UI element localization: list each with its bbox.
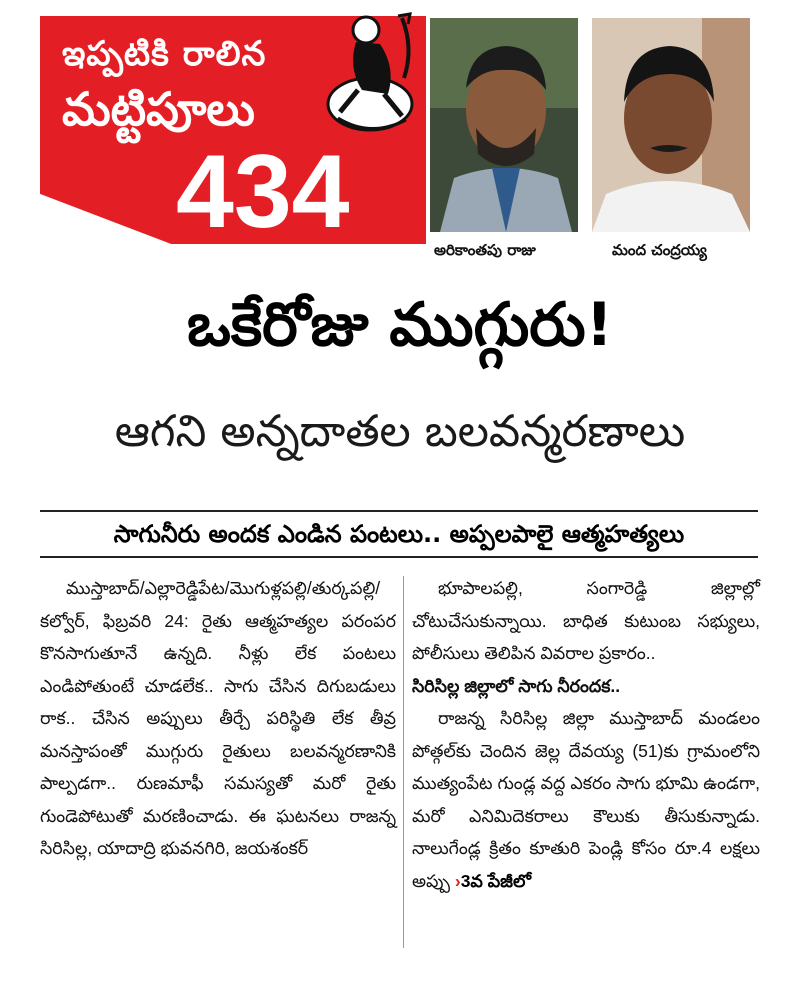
article-paragraph: ముస్తాబాద్/ఎల్లారెడ్డిపేట/మొగుళ్లపల్లి/తుర్కపల్లి/కల్వోర్, ఫిబ్రవరి 24: రైతు ఆత్మహత్యల పరంపర కొనసాగుతూనే ఉన్నది. నీళ్లు లేక పంటలు ఎండిపోతుంటే చూడలేక.. సాగు చేసిన దిగుబడులు రాక.. చేసిన అప్పులు తీర్చే పరిస్థితి లేక తీవ్ర మనస్తాపంతో ముగ్గురు రైతులు బలవన్మరణానికి పాల్పడగా.. రుణమాఫీ సమస్యతో మరో రైతు గుండెపోటుతో మరణించాడు. ఈ ఘటనలు రాజన్న సిరిసిల్ల, యాదాద్రి భువనగిరి, జయశంకర్	[40, 578, 396, 858]
farmer-illustration-icon	[318, 8, 428, 148]
photo-caption: అరికాంతపు రాజు	[434, 241, 536, 259]
jump-arrow-icon: ›	[454, 870, 461, 891]
photo-caption: మంద చంద్రయ్య	[612, 241, 707, 259]
column-divider	[403, 576, 404, 948]
deck: సాగునీరు అందక ఎండిన పంటలు.. అప్పలపాలై ఆత్మహత్యలు	[113, 520, 685, 548]
photo-arikanthapu-raju	[430, 18, 578, 232]
continued-link[interactable]: 3వ పేజీలో	[460, 870, 531, 891]
banner-line-1: ఇప్పటికి రాలిన	[62, 34, 267, 74]
banner-line-2: మట్టిపూలు	[62, 82, 255, 136]
article-column-left	[40, 572, 396, 865]
article-column-right	[412, 572, 760, 897]
article-paragraph-text: రాజన్న సిరిసిల్ల జిల్లా ముస్తాబాద్ మండలం పోత్గల్‌కు చెందిన జెల్ల దేవయ్య (51)కు గ్రామంలోని ముత్యంపేట గుండ్ల వద్ద ఎకరం సాగు భూమి ఉండగా, మరో ఎనిమిదెకరాలు కౌలుకు తీసుకున్నాడు. నాలుగేండ్ల క్రితం కూతురి పెండ్లి కోసం రూ.4 లక్షలు అప్పు	[412, 708, 760, 891]
article-paragraph: భూపాలపల్లి, సంగారెడ్డి జిల్లాల్లో చోటుచేసుకున్నాయి. బాధిత కుటుంబ సభ్యులు, పోలీసులు తెలిపిన వివరాల ప్రకారం..	[412, 578, 760, 663]
section-subhead: సిరిసిల్ల జిల్లాలో సాగు నీరందక..	[412, 675, 621, 696]
death-count: 434	[176, 134, 350, 250]
photo-manda-chandraiah	[592, 18, 750, 232]
divider-rule	[40, 556, 758, 558]
headline: ఒకేరోజు ముగ్గురు!	[186, 290, 613, 360]
divider-rule	[40, 510, 758, 512]
article-paragraph	[412, 702, 760, 897]
subheadline: ఆగని అన్నదాతల బలవన్మరణాలు	[114, 406, 686, 457]
